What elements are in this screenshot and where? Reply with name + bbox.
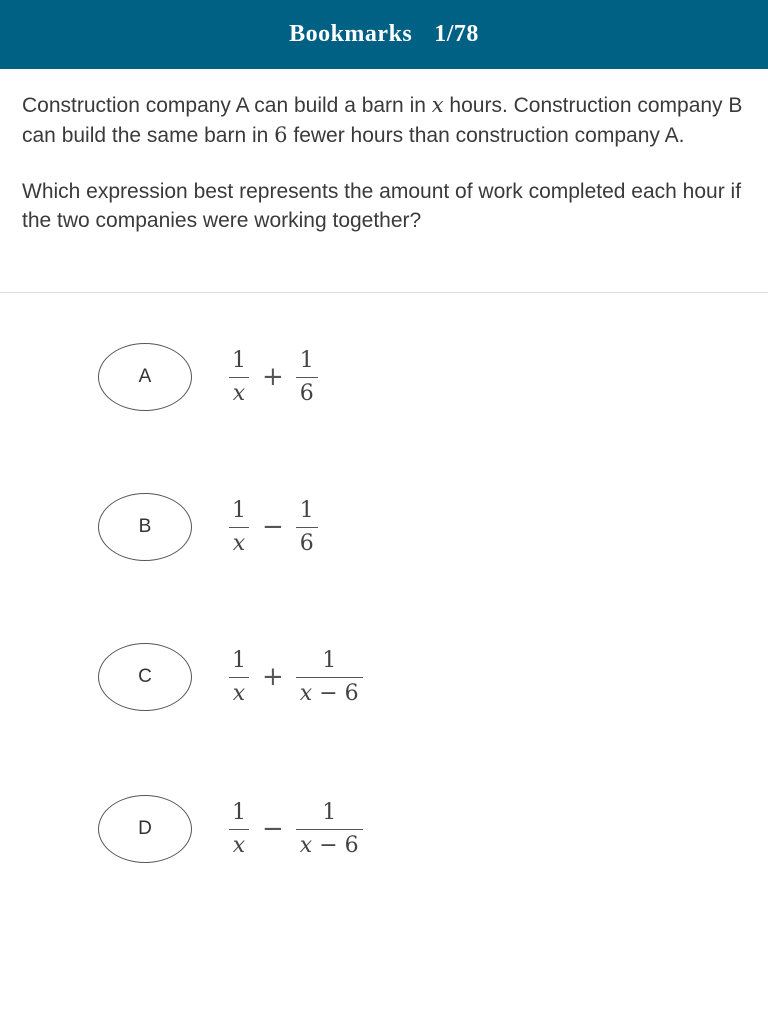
choice-b[interactable]: [98, 491, 318, 563]
question-prompt: Which expression best represents the amount of work completed each hour if the two companies were working together?: [22, 180, 742, 232]
question-scenario: Construction company A can build a barn in x hours. Construction company B can build the same barn in 6 fewer hours than construction company A.: [22, 93, 743, 147]
choice-letter-a[interactable]: A: [98, 343, 192, 411]
choice-a-expression: [228, 349, 318, 406]
choice-c-expression: [228, 649, 363, 706]
variable-x: x: [431, 93, 444, 117]
choice-a[interactable]: [98, 341, 318, 413]
operator: −: [262, 814, 284, 844]
operator: +: [262, 662, 284, 692]
header-title: Bookmarks: [289, 21, 413, 47]
choice-d-expression: [228, 801, 363, 858]
bookmark-count: 1/78: [434, 21, 479, 47]
choice-d[interactable]: [98, 793, 363, 865]
fraction: $\frac{1}{x}$: [228, 649, 250, 706]
operator: +: [262, 362, 284, 392]
fraction: $\frac{1}{x - 6}$: [296, 801, 363, 858]
fraction: $\frac{1}{6}$: [296, 349, 318, 406]
fraction: $\frac{1}{6}$: [296, 499, 318, 556]
choice-b-expression: [228, 499, 318, 556]
fraction: $\frac{1}{x}$: [228, 499, 250, 556]
choice-c[interactable]: [98, 641, 363, 713]
fraction: $\frac{1}{x}$: [228, 349, 250, 406]
operator: −: [262, 512, 284, 542]
fraction: $\frac{1}{x}$: [228, 801, 250, 858]
choice-letter-d[interactable]: D: [98, 795, 192, 863]
choice-letter-c[interactable]: C: [98, 643, 192, 711]
question-stem: [0, 69, 768, 293]
choice-letter-b[interactable]: B: [98, 493, 192, 561]
number-six: 6: [274, 122, 288, 147]
header-bar: [0, 0, 768, 69]
fraction: $\frac{1}{x - 6}$: [296, 649, 363, 706]
